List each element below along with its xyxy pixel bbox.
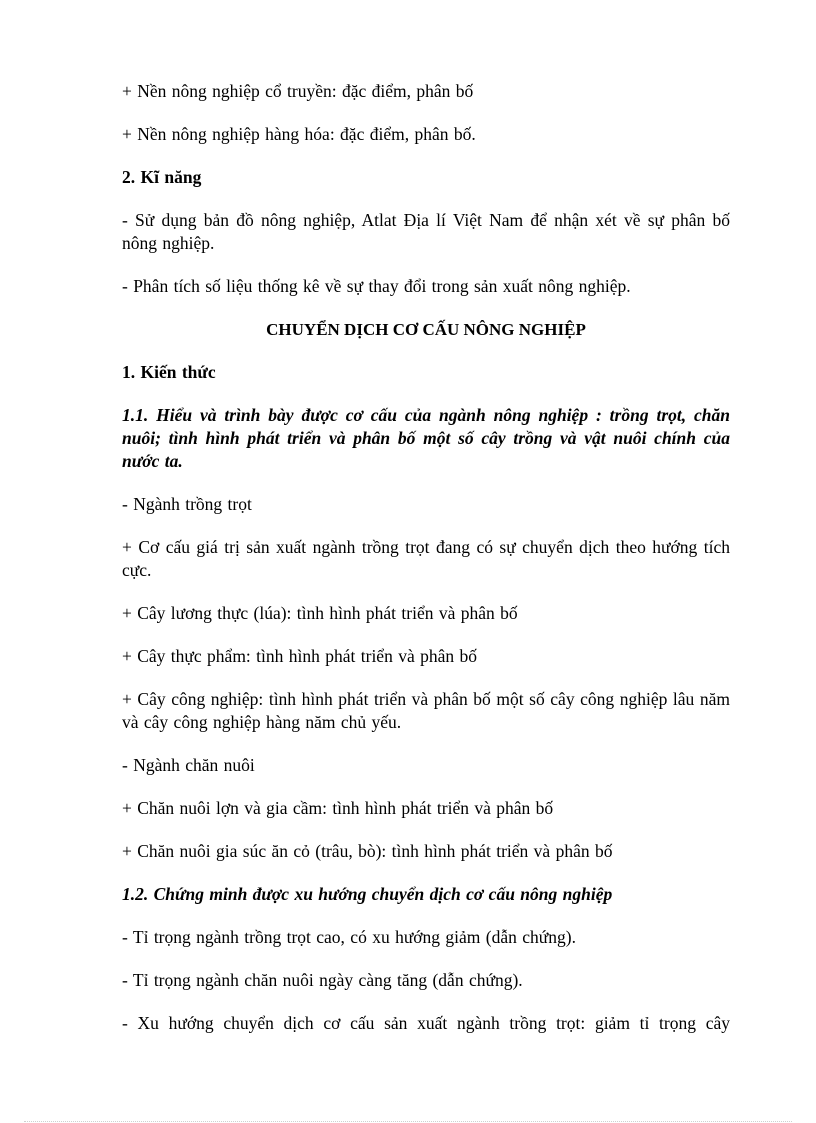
- paragraph-commodity-agriculture: + Nền nông nghiệp hàng hóa: đặc điểm, phân bố.: [122, 124, 476, 144]
- list-item-cattle: + Chăn nuôi gia súc ăn cỏ (trâu, bò): tình hình phát triển và phân bố: [122, 841, 613, 861]
- paragraph-traditional-agriculture: + Nền nông nghiệp cổ truyền: đặc điểm, phân bố: [122, 81, 474, 101]
- list-item-crop-share: - Tỉ trọng ngành trồng trọt cao, có xu hướng giảm (dẫn chứng).: [122, 927, 576, 947]
- heading-skills: 2. Kĩ năng: [122, 167, 202, 187]
- list-item-crop-trend: - Xu hướng chuyển dịch cơ cấu sản xuất ngành trồng trọt: giảm tỉ trọng cây: [122, 1013, 730, 1033]
- heading-knowledge: 1. Kiến thức: [122, 362, 216, 382]
- paragraph-analyze-statistics: - Phân tích số liệu thống kê về sự thay đổi trong sản xuất nông nghiệp.: [122, 276, 631, 296]
- list-item-livestock-share: - Tỉ trọng ngành chăn nuôi ngày càng tăng (dẫn chứng).: [122, 970, 523, 990]
- list-item-crop-structure: + Cơ cấu giá trị sản xuất ngành trồng trọt đang có sự chuyển dịch theo hướng tích cực.: [122, 537, 730, 580]
- list-item-crop-sector: - Ngành trồng trọt: [122, 494, 252, 514]
- document-page: [122, 80, 730, 1055]
- list-item-food-crops: + Cây lương thực (lúa): tình hình phát triển và phân bố: [122, 603, 518, 623]
- list-item-livestock-sector: - Ngành chăn nuôi: [122, 755, 255, 775]
- page-bottom-divider: [24, 1121, 792, 1122]
- list-item-industrial-crops: + Cây công nghiệp: tình hình phát triển và phân bố một số cây công nghiệp lâu năm và cây công nghiệp hàng năm chủ yếu.: [122, 689, 730, 732]
- list-item-vegetables: + Cây thực phẩm: tình hình phát triển và phân bố: [122, 646, 477, 666]
- subheading-1-1: 1.1. Hiểu và trình bày được cơ cấu của ngành nông nghiệp : trồng trọt, chăn nuôi; tình hình phát triển và phân bố một số cây trồng và vật nuôi chính của nước ta.: [122, 405, 730, 471]
- section-title: CHUYỂN DỊCH CƠ CẤU NÔNG NGHIỆP: [266, 320, 586, 339]
- paragraph-use-maps: - Sử dụng bản đồ nông nghiệp, Atlat Địa lí Việt Nam để nhận xét về sự phân bố nông nghiệp.: [122, 210, 730, 253]
- subheading-1-2: 1.2. Chứng minh được xu hướng chuyển dịch cơ cấu nông nghiệp: [122, 884, 613, 904]
- list-item-pigs-poultry: + Chăn nuôi lợn và gia cầm: tình hình phát triển và phân bố: [122, 798, 554, 818]
